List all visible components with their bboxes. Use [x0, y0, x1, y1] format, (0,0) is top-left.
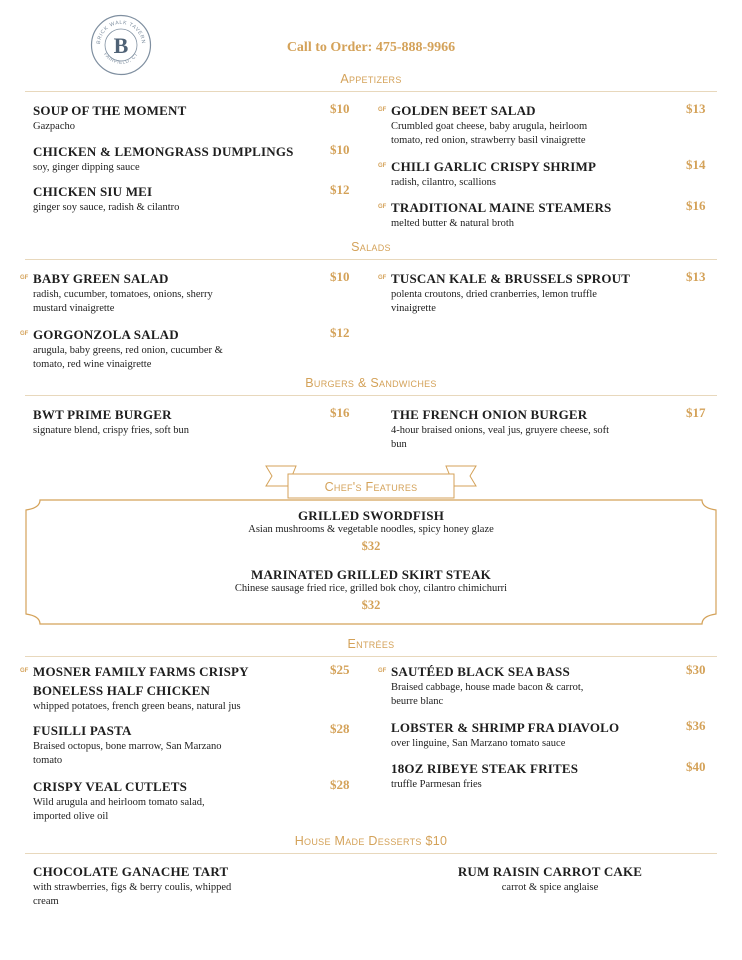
divider	[25, 656, 717, 657]
menu-item	[391, 198, 611, 231]
menu-item	[33, 662, 249, 714]
feature-desc: Chinese sausage fried rice, grilled bok choy, cilantro chimichurri	[234, 583, 508, 594]
item-desc: carrot & spice anglaise	[501, 882, 599, 893]
item-name: LOBSTER & SHRIMP FRA DIAVOLO	[391, 720, 620, 735]
item-price: $36	[686, 718, 706, 733]
item-price: $25	[330, 662, 350, 677]
item-name: CHILI GARLIC CRISPY SHRIMP	[391, 159, 597, 174]
menu-item	[33, 325, 223, 372]
menu-item	[391, 405, 609, 452]
item-desc: Wild arugula and heirloom tomato salad,	[33, 797, 205, 808]
gluten-free-badge: GF	[378, 107, 387, 113]
menu-item	[391, 157, 596, 190]
item-desc: vinaigrette	[391, 303, 436, 314]
divider	[25, 853, 717, 854]
item-name: TUSCAN KALE & BRUSSELS SPROUT	[391, 271, 631, 286]
item-name: TRADITIONAL MAINE STEAMERS	[391, 200, 612, 215]
divider	[25, 91, 717, 92]
gluten-free-badge: GF	[378, 668, 387, 674]
menu-item	[33, 101, 186, 134]
feature-name: GRILLED SWORDFISH	[297, 508, 445, 523]
item-name: 18OZ RIBEYE STEAK FRITES	[391, 761, 579, 776]
item-name: MOSNER FAMILY FARMS CRISPY	[33, 664, 249, 679]
item-price: $10	[330, 142, 350, 157]
item-desc: melted butter & natural broth	[391, 218, 515, 229]
item-desc: Crumbled goat cheese, baby arugula, heirloom	[391, 121, 588, 132]
item-name: CHICKEN SIU MEI	[33, 184, 153, 199]
feature-desc: Asian mushrooms & vegetable noodles, spicy honey glaze	[248, 524, 494, 535]
gluten-free-badge: GF	[20, 668, 29, 674]
gluten-free-badge: GF	[20, 275, 29, 281]
divider	[25, 259, 717, 260]
item-desc: 4-hour braised onions, veal jus, gruyere cheese, soft	[391, 425, 610, 436]
item-desc: radish, cilantro, scallions	[391, 177, 496, 188]
item-name: BONELESS HALF CHICKEN	[33, 683, 211, 698]
logo-bottom-text: FAIRFIELD, CT	[102, 52, 140, 66]
gluten-free-badge: GF	[378, 204, 387, 210]
menu-item	[33, 182, 179, 215]
item-desc: cream	[33, 896, 59, 907]
gluten-free-badge: GF	[378, 163, 387, 169]
menu-item	[33, 405, 189, 438]
item-price: $10	[330, 101, 350, 116]
item-price: $10	[330, 269, 350, 284]
item-desc: soy, ginger dipping sauce	[33, 162, 140, 173]
item-name: CHICKEN & LEMONGRASS DUMPLINGS	[33, 144, 294, 159]
feature-item	[26, 508, 716, 554]
section-title-entrees: Entrées	[347, 637, 395, 651]
item-desc: tomato	[33, 755, 63, 766]
item-name: CHOCOLATE GANACHE TART	[33, 864, 229, 879]
menu-item	[391, 662, 583, 709]
feature-name: MARINATED GRILLED SKIRT STEAK	[251, 567, 491, 582]
item-desc: Gazpacho	[33, 121, 75, 132]
menu-item	[391, 269, 630, 316]
item-price: $13	[686, 101, 706, 116]
item-price: $16	[330, 405, 350, 420]
item-price: $12	[330, 325, 350, 340]
gluten-free-badge: GF	[20, 331, 29, 337]
item-name: THE FRENCH ONION BURGER	[391, 407, 588, 422]
menu-item	[391, 101, 587, 148]
feature-price: $32	[361, 539, 381, 553]
menu-item	[33, 862, 231, 909]
menu-item	[33, 269, 213, 316]
logo-top-text: BRICK WALK TAVERN	[95, 19, 147, 45]
item-name: SOUP OF THE MOMENT	[33, 103, 187, 118]
feature-item	[26, 567, 716, 613]
item-name: GOLDEN BEET SALAD	[391, 103, 536, 118]
section-title-desserts: House Made Desserts $10	[294, 834, 448, 848]
menu-item	[391, 718, 619, 751]
item-price: $17	[686, 405, 706, 420]
feature-price: $32	[361, 598, 381, 612]
item-desc: beurre blanc	[391, 696, 444, 707]
item-price: $30	[686, 662, 706, 677]
item-desc: signature blend, crispy fries, soft bun	[33, 425, 190, 436]
menu-item	[420, 862, 680, 895]
item-price: $12	[330, 182, 350, 197]
item-price: $13	[686, 269, 706, 284]
logo-initial: B	[113, 33, 129, 58]
item-name: BABY GREEN SALAD	[33, 271, 169, 286]
item-desc: bun	[391, 439, 407, 450]
item-desc: Braised cabbage, house made bacon & carrot,	[391, 682, 584, 693]
menu-item	[33, 721, 222, 768]
item-name: GORGONZOLA SALAD	[33, 327, 179, 342]
item-price: $28	[330, 721, 350, 736]
item-desc: Braised octopus, bone marrow, San Marzano	[33, 741, 222, 752]
menu-item	[33, 777, 205, 824]
item-name: SAUTÉED BLACK SEA BASS	[391, 664, 570, 679]
item-name: BWT PRIME BURGER	[33, 407, 172, 422]
menu-item	[391, 759, 578, 792]
item-desc: arugula, baby greens, red onion, cucumber &	[33, 345, 223, 356]
item-desc: mustard vinaigrette	[33, 303, 115, 314]
item-desc: radish, cucumber, tomatoes, onions, sherry	[33, 289, 213, 300]
section-title-features: Chef's Features	[324, 480, 418, 494]
item-desc: tomato, red onion, strawberry basil vinaigrette	[391, 135, 586, 146]
section-title-salads: Salads	[351, 240, 391, 254]
item-desc: tomato, red wine vinaigrette	[33, 359, 152, 370]
item-desc: imported olive oil	[33, 811, 109, 822]
section-title-appetizers: Appetizers	[340, 72, 402, 86]
item-price: $40	[686, 759, 706, 774]
gluten-free-badge: GF	[378, 275, 387, 281]
item-name: RUM RAISIN CARROT CAKE	[457, 864, 643, 879]
menu-item	[33, 142, 294, 175]
item-price: $14	[686, 157, 706, 172]
call-to-order: Call to Order: 475-888-9966	[286, 40, 456, 55]
item-name: CRISPY VEAL CUTLETS	[33, 779, 188, 794]
divider	[25, 395, 717, 396]
item-price: $16	[686, 198, 706, 213]
item-desc: polenta croutons, dried cranberries, lemon truffle	[391, 289, 597, 300]
item-desc: truffle Parmesan fries	[391, 779, 482, 790]
item-desc: whipped potatoes, french green beans, natural jus	[33, 701, 241, 712]
item-name: FUSILLI PASTA	[33, 723, 132, 738]
item-price: $28	[330, 777, 350, 792]
item-desc: ginger soy sauce, radish & cilantro	[33, 202, 180, 213]
item-desc: over linguine, San Marzano tomato sauce	[391, 738, 566, 749]
item-desc: with strawberries, figs & berry coulis, whipped	[33, 882, 232, 893]
section-title-burgers: Burgers & Sandwiches	[305, 376, 437, 390]
